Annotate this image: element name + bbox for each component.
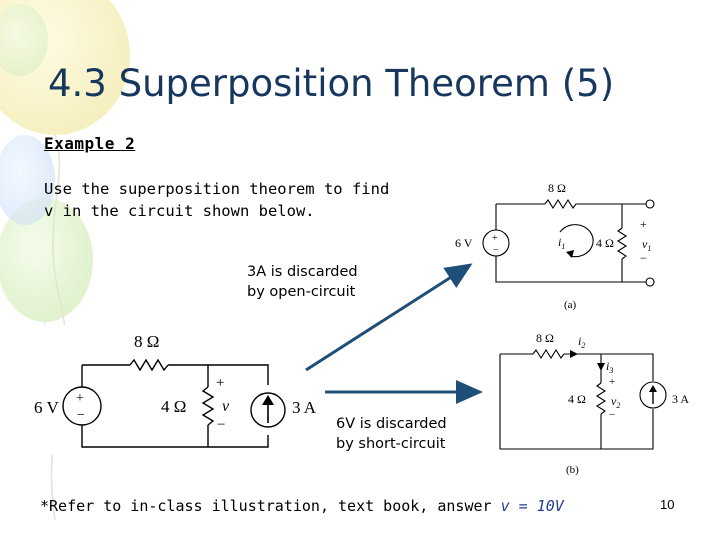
svg-text:−: − xyxy=(609,409,616,421)
vs-minus: − xyxy=(77,408,85,423)
footer-answer: v = 10V xyxy=(500,497,564,515)
example-label: Example 2 xyxy=(44,134,136,153)
v2-label: $v_2$ xyxy=(611,394,621,410)
page-title: 4.3 Superposition Theorem (5) xyxy=(48,62,615,105)
footer-note xyxy=(40,497,564,515)
loop-current-label: $i_1$ xyxy=(558,235,566,251)
resistor-8ohm-label: 8 Ω xyxy=(134,332,160,351)
problem-line-2: v in the circuit shown below. xyxy=(44,202,315,220)
footer-prefix: *Refer to in-class illustration, text book, answer xyxy=(40,497,501,515)
note-open-circuit: 3A is discarded by open-circuit xyxy=(247,264,358,300)
svg-text:−: − xyxy=(640,251,647,265)
current-source-label: 3 A xyxy=(292,398,317,417)
resistor-8ohm-b-label: 8 Ω xyxy=(536,331,554,345)
voltage-source-label: 6 V xyxy=(34,398,59,417)
voltage-source-a-label: 6 V xyxy=(455,236,473,250)
v-plus: + xyxy=(216,375,225,391)
v-label: v xyxy=(222,398,230,415)
problem-line-1: Use the superposition theorem to find xyxy=(44,180,390,198)
circuit-a-caption: (a) xyxy=(564,299,577,311)
svg-text:+: + xyxy=(640,217,647,231)
resistor-4ohm-b-label: 4 Ω xyxy=(568,392,586,406)
circuit-b-caption: (b) xyxy=(566,464,579,476)
resistor-4ohm-label: 4 Ω xyxy=(161,397,187,416)
page-number: 10 xyxy=(660,497,675,512)
current-source-b-label: 3 A xyxy=(672,392,690,406)
resistor-4ohm-a-label: 4 Ω xyxy=(596,236,614,250)
v1-label: $v_1$ xyxy=(642,237,652,253)
v-minus: − xyxy=(217,417,226,433)
resistor-8ohm-a-label: 8 Ω xyxy=(548,181,566,195)
svg-text:+: + xyxy=(492,233,498,244)
i3-label: $i_3$ xyxy=(606,359,614,375)
note-short-circuit: 6V is discarded by short-circuit xyxy=(336,416,447,452)
svg-text:−: − xyxy=(493,245,499,256)
vs-plus: + xyxy=(76,391,84,406)
i2-label: $i_2$ xyxy=(578,334,586,350)
svg-text:+: + xyxy=(609,376,616,388)
